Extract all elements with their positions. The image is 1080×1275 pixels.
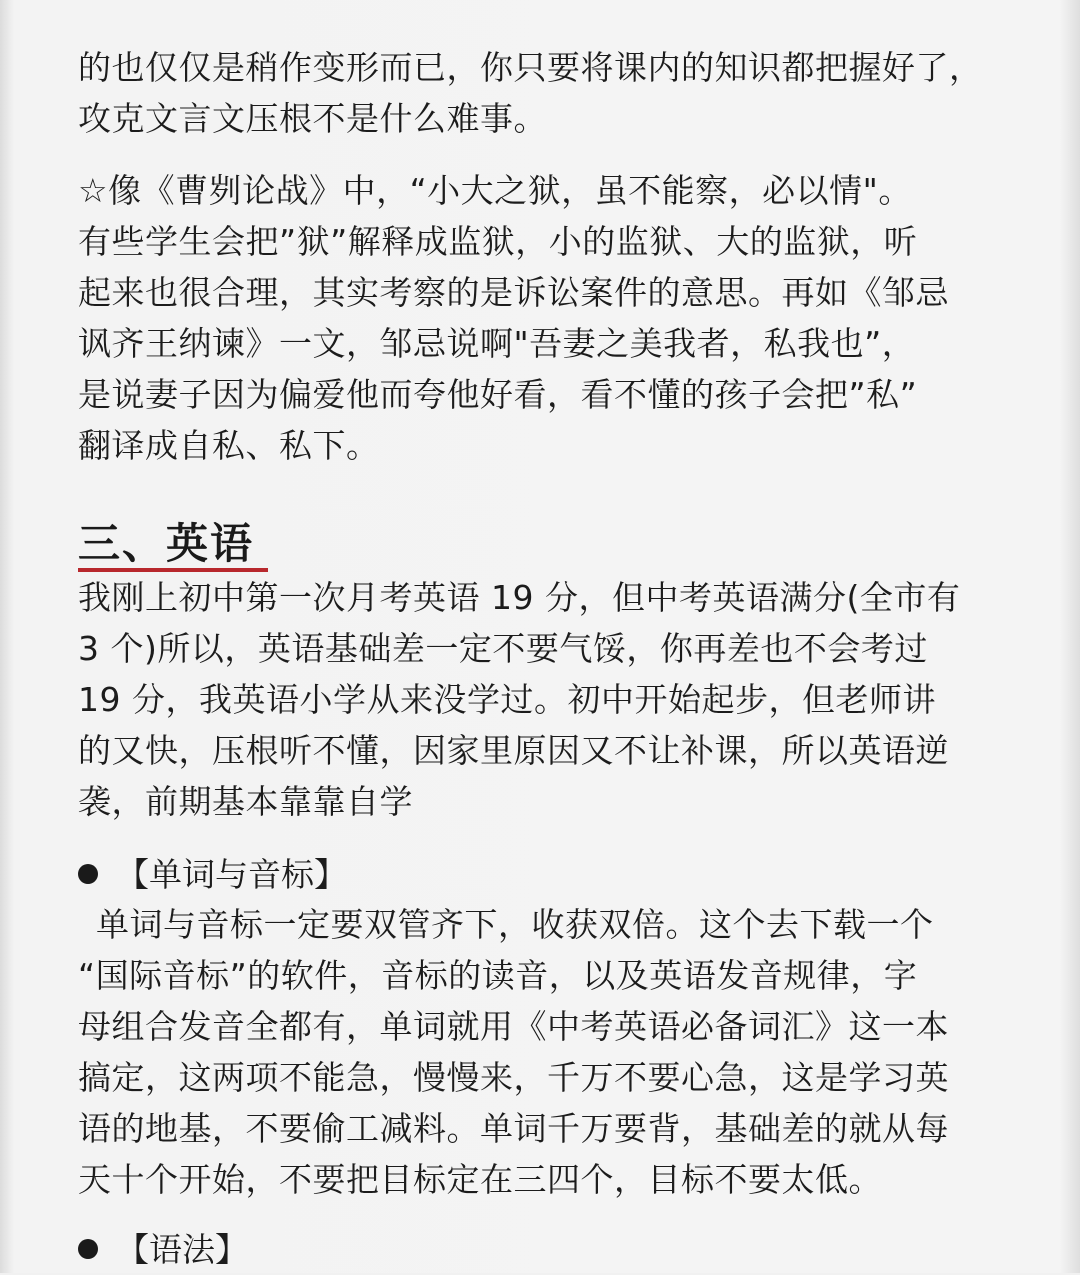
text-line: 翻译成自私、私下。	[78, 426, 380, 465]
text-line: 讽齐王纳谏》一文，邹忌说啊"吾妻之美我者，私我也”，	[78, 324, 916, 363]
text-line: 母组合发音全都有，单词就用《中考英语必备词汇》这一本	[78, 1007, 949, 1046]
text-line: 袭，前期基本靠靠自学	[78, 782, 413, 821]
bullet-label: 【单词与音标】	[116, 855, 347, 894]
bullet-label: 【语法】	[116, 1230, 248, 1269]
text-line: 起来也很合理，其实考察的是诉讼案件的意思。再如《邹忌	[78, 273, 949, 312]
text-line: 语的地基，不要偷工减料。单词千万要背，基础差的就从每	[78, 1109, 949, 1148]
text-line: “国际音标”的软件，音标的读音，以及英语发音规律，字	[78, 956, 918, 995]
section-heading-english: 三、英语	[78, 519, 255, 568]
text-line: 的也仅仅是稍作变形而已，你只要将课内的知识都把握好了，	[78, 48, 983, 87]
text-line: 单词与音标一定要双管齐下，收获双倍。这个去下载一个	[96, 905, 934, 944]
paragraph-examples	[78, 165, 1018, 471]
text-line: 我刚上初中第一次月考英语 19 分，但中考英语满分(全市有	[78, 578, 961, 617]
text-line: ☆像《曹刿论战》中，“小大之狱，虽不能察，必以情"。	[78, 171, 912, 210]
text-line: 19 分，我英语小学从来没学过。初中开始起步，但老师讲	[78, 680, 936, 719]
bullet-vocabulary	[78, 849, 347, 900]
text-line: 有些学生会把”狱”解释成监狱，小的监狱、大的监狱，听	[78, 222, 918, 261]
text-line: 3 个)所以，英语基础差一定不要气馁，你再差也不会考过	[78, 629, 928, 668]
text-line: 搞定，这两项不能急，慢慢来，千万不要心急，这是学习英	[78, 1058, 949, 1097]
paragraph-english-intro	[78, 572, 1018, 827]
text-line: 天十个开始，不要把目标定在三四个，目标不要太低。	[78, 1160, 882, 1199]
paragraph-vocabulary	[78, 899, 1018, 1205]
text-line: 的又快，压根听不懂，因家里原因又不让补课，所以英语逆	[78, 731, 949, 770]
bullet-dot-icon	[78, 1239, 98, 1259]
bullet-grammar	[78, 1224, 248, 1275]
paragraph-classical-chinese-ending	[78, 42, 1018, 144]
text-line: 攻克文言文压根不是什么难事。	[78, 99, 547, 138]
bullet-dot-icon	[78, 864, 98, 884]
text-line: 是说妻子因为偏爱他而夸他好看，看不懂的孩子会把”私”	[78, 375, 918, 414]
